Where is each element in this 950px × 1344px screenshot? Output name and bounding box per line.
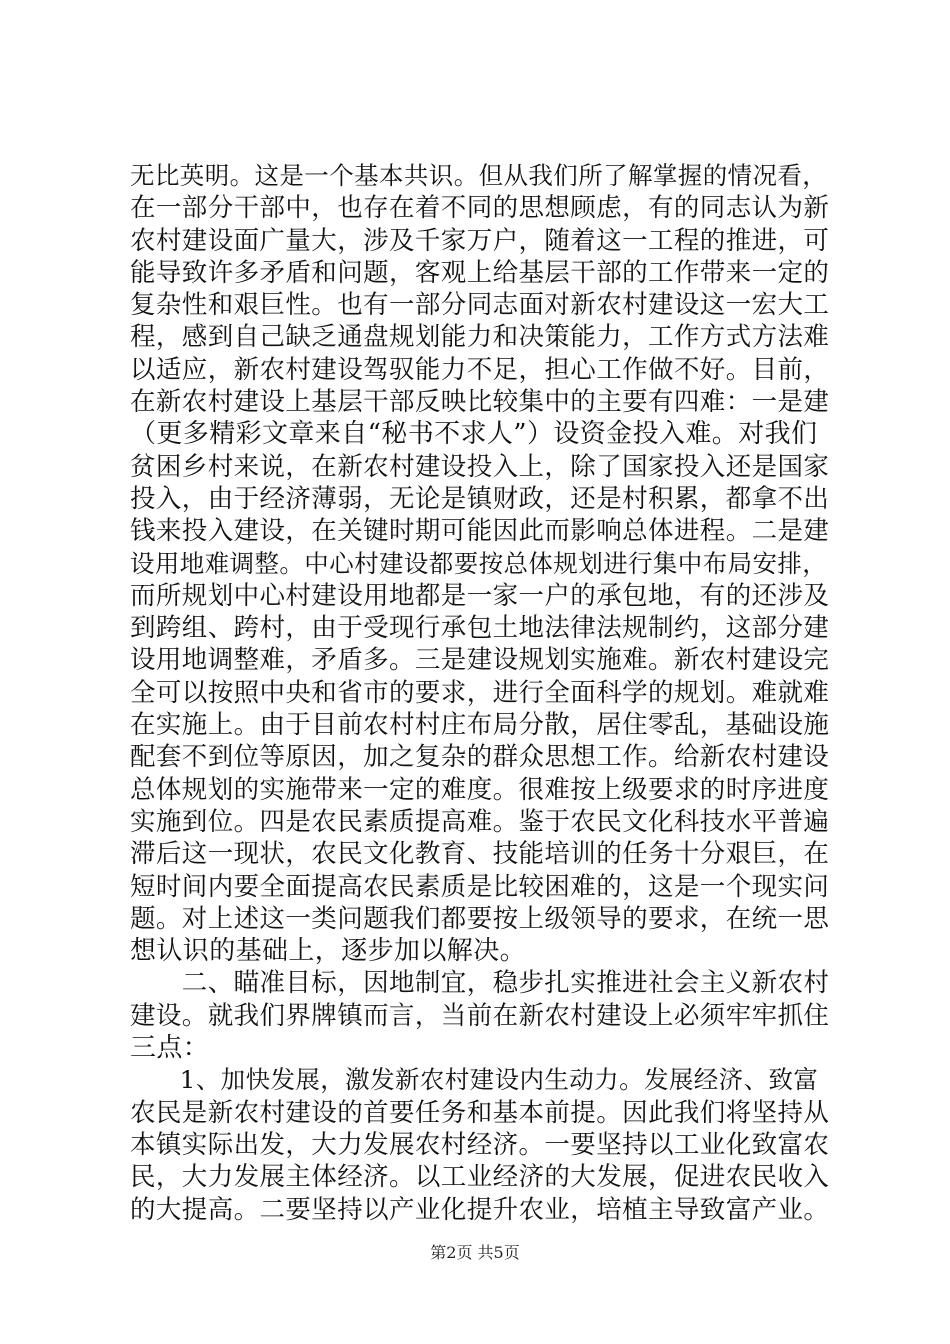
text-line: 题。对上述这一类问题我们都要按上级领导的要求，在统一思 [130, 903, 830, 934]
text-line: 投入，由于经济薄弱，无论是镇财政，还是村积累，都拿不出 [130, 483, 830, 514]
page-number-footer: 第2页 共5页 [430, 1243, 520, 1262]
text-line: 以适应，新农村建设驾驭能力不足，担心工作做不好。目前， [130, 354, 830, 385]
text-line: 配套不到位等原因，加之复杂的群众思想工作。给新农村建设 [130, 742, 830, 773]
text-line: 想认识的基础上，逐步加以解决。 [130, 936, 527, 967]
text-line: 总体规划的实施带来一定的难度。很难按上级要求的时序进度 [130, 774, 830, 805]
text-line: 建设。就我们界牌镇而言，当前在新农村建设上必须牢牢抓住 [130, 1000, 830, 1031]
text-line: 短时间内要全面提高农民素质是比较困难的，这是一个现实问 [130, 871, 830, 902]
text-line: 复杂性和艰巨性。也有一部分同志面对新农村建设这一宏大工 [130, 290, 830, 321]
text-line: 农村建设面广量大，涉及千家万户，随着这一工程的推进，可 [130, 225, 830, 256]
text-line: 贫困乡村来说，在新农村建设投入上，除了国家投入还是国家 [130, 451, 830, 482]
text-line: 钱来投入建设，在关键时期可能因此而影响总体进程。二是建 [130, 516, 830, 547]
text-line: 在一部分干部中，也存在着不同的思想顾虑，有的同志认为新 [130, 193, 830, 224]
text-line: 民，大力发展主体经济。以工业经济的大发展，促进农民收入 [130, 1162, 830, 1193]
text-line: 能导致许多矛盾和问题，客观上给基层干部的工作带来一定的 [130, 257, 830, 288]
text-line: 三点： [130, 1033, 210, 1064]
subsection-heading-line: 1、加快发展，激发新农村建设内生动力。发展经济、致富 [130, 1065, 819, 1095]
text-line: 实施到位。四是农民素质提高难。鉴于农民文化科技水平普遍 [130, 806, 830, 837]
body-text [130, 160, 830, 1226]
text-line: 滞后这一现状，农民文化教育、技能培训的任务十分艰巨，在 [130, 839, 830, 870]
text-line: 而所规划中心村建设用地都是一家一户的承包地，有的还涉及 [130, 580, 830, 611]
text-line: 无比英明。这是一个基本共识。但从我们所了解掌握的情况看， [130, 161, 828, 190]
text-line: 到跨组、跨村，由于受现行承包土地法律法规制约，这部分建 [130, 613, 830, 644]
text-line: 的大提高。二要坚持以产业化提升农业，培植主导致富产业。 [130, 1194, 830, 1225]
text-line: 本镇实际出发，大力发展农村经济。一要坚持以工业化致富农 [130, 1129, 830, 1160]
text-line: 全可以按照中央和省市的要求，进行全面科学的规划。难就难 [130, 677, 830, 708]
text-line: 在实施上。由于目前农村村庄布局分散，居住零乱，基础设施 [130, 710, 830, 741]
text-line: 设用地难调整。中心村建设都要按总体规划进行集中布局安排， [130, 548, 828, 578]
text-line: 设用地调整难，矛盾多。三是建设规划实施难。新农村建设完 [130, 645, 830, 676]
text-line: （更多精彩文章来自“秘书不求人”）设资金投入难。对我们 [130, 419, 818, 450]
section-heading-line: 二、瞄准目标，因地制宜，稳步扎实推进社会主义新农村 [130, 968, 830, 999]
text-line: 在新农村建设上基层干部反映比较集中的主要有四难：一是建 [130, 387, 830, 418]
text-line: 程，感到自己缺乏通盘规划能力和决策能力，工作方式方法难 [130, 322, 830, 353]
text-line: 农民是新农村建设的首要任务和基本前提。因此我们将坚持从 [130, 1097, 830, 1128]
